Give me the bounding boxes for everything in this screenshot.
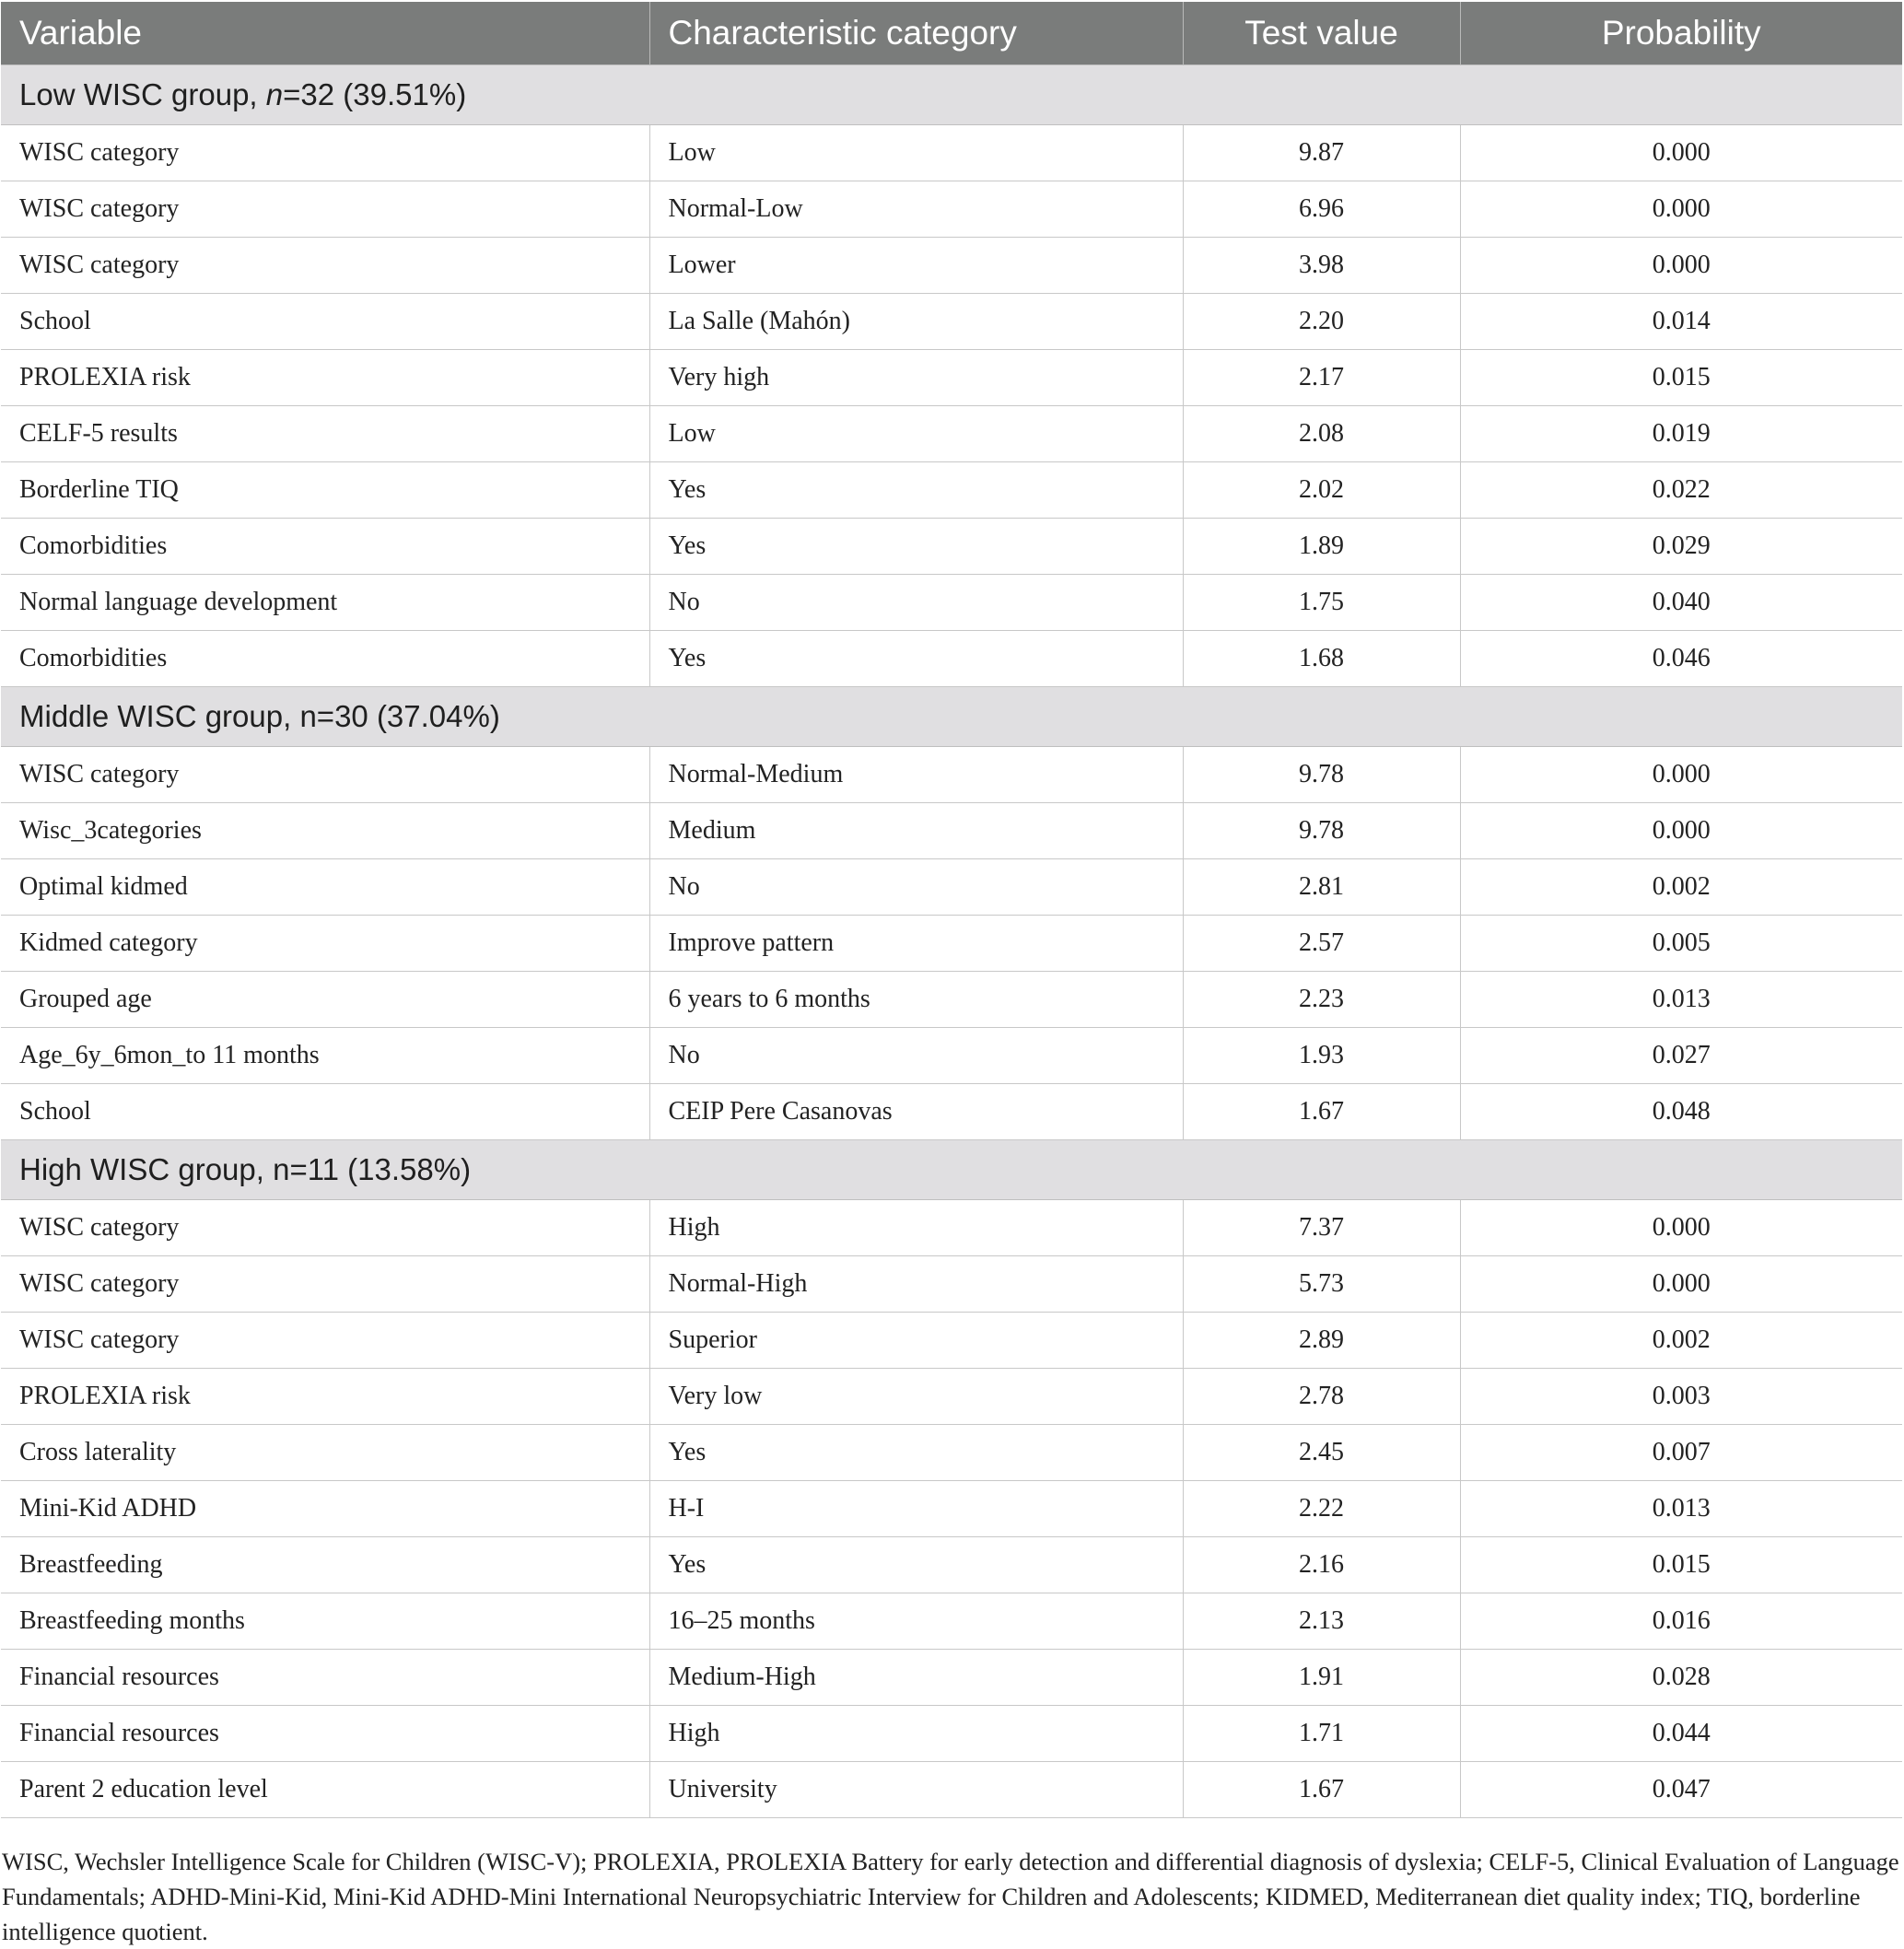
- cell-test-value: 1.91: [1183, 1650, 1460, 1706]
- cell-probability: 0.046: [1460, 631, 1902, 687]
- cell-test-value: 1.93: [1183, 1028, 1460, 1084]
- cell-variable: Comorbidities: [1, 631, 649, 687]
- cell-variable: WISC category: [1, 238, 649, 294]
- cell-category: No: [649, 859, 1183, 916]
- cell-variable: PROLEXIA risk: [1, 350, 649, 406]
- cell-variable: CELF-5 results: [1, 406, 649, 462]
- table-row: [1, 1537, 1902, 1593]
- group-header-row: [1, 687, 1902, 747]
- table-row: [1, 972, 1902, 1028]
- cell-variable: WISC category: [1, 181, 649, 238]
- header-row: [1, 2, 1902, 65]
- cell-probability: 0.016: [1460, 1593, 1902, 1650]
- cell-category: Superior: [649, 1313, 1183, 1369]
- table-row: [1, 1593, 1902, 1650]
- cell-probability: 0.040: [1460, 575, 1902, 631]
- cell-test-value: 2.13: [1183, 1593, 1460, 1650]
- table-row: [1, 406, 1902, 462]
- cell-probability: 0.000: [1460, 181, 1902, 238]
- table-header: [1, 2, 1902, 65]
- cell-variable: Age_6y_6mon_to 11 months: [1, 1028, 649, 1084]
- cell-category: Low: [649, 125, 1183, 181]
- cell-variable: Breastfeeding months: [1, 1593, 649, 1650]
- cell-test-value: 2.20: [1183, 294, 1460, 350]
- cell-category: No: [649, 1028, 1183, 1084]
- cell-test-value: 2.17: [1183, 350, 1460, 406]
- cell-variable: Optimal kidmed: [1, 859, 649, 916]
- cell-test-value: 2.22: [1183, 1481, 1460, 1537]
- cell-category: High: [649, 1200, 1183, 1256]
- cell-test-value: 1.89: [1183, 519, 1460, 575]
- cell-variable: Normal language development: [1, 575, 649, 631]
- table-row: [1, 916, 1902, 972]
- group-title: [1, 65, 1902, 125]
- table-row: [1, 1084, 1902, 1140]
- cell-variable: School: [1, 1084, 649, 1140]
- table-row: [1, 1028, 1902, 1084]
- cell-category: Yes: [649, 1537, 1183, 1593]
- group-title: [1, 687, 1902, 747]
- group-header-row: [1, 1140, 1902, 1200]
- cell-test-value: 9.87: [1183, 125, 1460, 181]
- cell-test-value: 2.78: [1183, 1369, 1460, 1425]
- cell-category: Medium: [649, 803, 1183, 859]
- cell-probability: 0.002: [1460, 1313, 1902, 1369]
- cell-probability: 0.007: [1460, 1425, 1902, 1481]
- cell-category: Yes: [649, 519, 1183, 575]
- table-row: [1, 294, 1902, 350]
- cell-variable: Wisc_3categories: [1, 803, 649, 859]
- group-title-italic: n: [265, 77, 284, 111]
- cell-variable: WISC category: [1, 1200, 649, 1256]
- cell-probability: 0.044: [1460, 1706, 1902, 1762]
- table-row: [1, 747, 1902, 803]
- cell-category: 16–25 months: [649, 1593, 1183, 1650]
- cell-test-value: 1.68: [1183, 631, 1460, 687]
- table-row: [1, 1650, 1902, 1706]
- cell-category: Medium-High: [649, 1650, 1183, 1706]
- cell-category: Very high: [649, 350, 1183, 406]
- cell-probability: 0.000: [1460, 803, 1902, 859]
- table-row: [1, 1313, 1902, 1369]
- cell-test-value: 2.23: [1183, 972, 1460, 1028]
- cell-variable: Grouped age: [1, 972, 649, 1028]
- cell-probability: 0.015: [1460, 1537, 1902, 1593]
- cell-category: Normal-Medium: [649, 747, 1183, 803]
- table-row: [1, 1425, 1902, 1481]
- cell-probability: 0.029: [1460, 519, 1902, 575]
- group-header-row: [1, 65, 1902, 125]
- table-body: [1, 65, 1902, 1818]
- cell-probability: 0.022: [1460, 462, 1902, 519]
- cell-probability: 0.048: [1460, 1084, 1902, 1140]
- cell-test-value: 2.02: [1183, 462, 1460, 519]
- cell-test-value: 6.96: [1183, 181, 1460, 238]
- cell-probability: 0.013: [1460, 1481, 1902, 1537]
- cell-category: La Salle (Mahón): [649, 294, 1183, 350]
- table-row: [1, 1762, 1902, 1818]
- group-title-text: Middle WISC group, n=30 (37.04%): [19, 699, 500, 733]
- cell-probability: 0.003: [1460, 1369, 1902, 1425]
- cell-category: High: [649, 1706, 1183, 1762]
- table-row: [1, 575, 1902, 631]
- table-row: [1, 1256, 1902, 1313]
- cell-category: Low: [649, 406, 1183, 462]
- cell-variable: PROLEXIA risk: [1, 1369, 649, 1425]
- cell-test-value: 9.78: [1183, 747, 1460, 803]
- header-test-value: Test value: [1183, 2, 1460, 65]
- table-row: [1, 631, 1902, 687]
- table-row: [1, 1369, 1902, 1425]
- cell-variable: WISC category: [1, 1313, 649, 1369]
- cell-probability: 0.027: [1460, 1028, 1902, 1084]
- cell-variable: Comorbidities: [1, 519, 649, 575]
- cell-variable: Financial resources: [1, 1650, 649, 1706]
- cell-category: 6 years to 6 months: [649, 972, 1183, 1028]
- cell-category: Yes: [649, 462, 1183, 519]
- cell-test-value: 2.81: [1183, 859, 1460, 916]
- cell-variable: School: [1, 294, 649, 350]
- cell-category: Normal-High: [649, 1256, 1183, 1313]
- table-row: [1, 462, 1902, 519]
- cell-variable: Financial resources: [1, 1706, 649, 1762]
- cell-variable: Parent 2 education level: [1, 1762, 649, 1818]
- cell-probability: 0.047: [1460, 1762, 1902, 1818]
- cell-test-value: 1.67: [1183, 1084, 1460, 1140]
- cell-test-value: 2.57: [1183, 916, 1460, 972]
- table-row: [1, 181, 1902, 238]
- cell-variable: Mini-Kid ADHD: [1, 1481, 649, 1537]
- cell-category: University: [649, 1762, 1183, 1818]
- cell-probability: 0.000: [1460, 125, 1902, 181]
- cell-probability: 0.000: [1460, 1200, 1902, 1256]
- cell-category: Lower: [649, 238, 1183, 294]
- cell-test-value: 3.98: [1183, 238, 1460, 294]
- cell-test-value: 2.45: [1183, 1425, 1460, 1481]
- cell-test-value: 2.08: [1183, 406, 1460, 462]
- group-title-text: High WISC group, n=11 (13.58%): [19, 1152, 472, 1186]
- cell-variable: WISC category: [1, 125, 649, 181]
- table-row: [1, 1200, 1902, 1256]
- cell-variable: WISC category: [1, 1256, 649, 1313]
- cell-probability: 0.000: [1460, 747, 1902, 803]
- cell-category: H-I: [649, 1481, 1183, 1537]
- cell-category: Yes: [649, 631, 1183, 687]
- cell-category: CEIP Pere Casanovas: [649, 1084, 1183, 1140]
- table-row: [1, 350, 1902, 406]
- cell-category: Improve pattern: [649, 916, 1183, 972]
- cell-test-value: 1.67: [1183, 1762, 1460, 1818]
- table-row: [1, 859, 1902, 916]
- cell-probability: 0.015: [1460, 350, 1902, 406]
- cell-category: No: [649, 575, 1183, 631]
- group-title-text: Low WISC group,: [19, 77, 266, 111]
- cell-variable: WISC category: [1, 747, 649, 803]
- cell-probability: 0.014: [1460, 294, 1902, 350]
- cell-probability: 0.028: [1460, 1650, 1902, 1706]
- cell-variable: Borderline TIQ: [1, 462, 649, 519]
- cell-category: Yes: [649, 1425, 1183, 1481]
- cell-probability: 0.002: [1460, 859, 1902, 916]
- cell-test-value: 9.78: [1183, 803, 1460, 859]
- cell-test-value: 5.73: [1183, 1256, 1460, 1313]
- cell-probability: 0.013: [1460, 972, 1902, 1028]
- cell-probability: 0.005: [1460, 916, 1902, 972]
- table-row: [1, 1706, 1902, 1762]
- cell-probability: 0.000: [1460, 1256, 1902, 1313]
- cell-test-value: 7.37: [1183, 1200, 1460, 1256]
- results-table: [1, 2, 1902, 1818]
- group-title: [1, 1140, 1902, 1200]
- cell-category: Very low: [649, 1369, 1183, 1425]
- cell-variable: Breastfeeding: [1, 1537, 649, 1593]
- header-characteristic-category: Characteristic category: [649, 2, 1183, 65]
- group-title-suffix: =32 (39.51%): [283, 77, 467, 111]
- table-row: [1, 125, 1902, 181]
- cell-test-value: 2.16: [1183, 1537, 1460, 1593]
- header-variable: Variable: [1, 2, 649, 65]
- header-probability: Probability: [1460, 2, 1902, 65]
- cell-test-value: 1.71: [1183, 1706, 1460, 1762]
- table-row: [1, 803, 1902, 859]
- cell-test-value: 1.75: [1183, 575, 1460, 631]
- table-footnote: WISC, Wechsler Intelligence Scale for Children (WISC-V); PROLEXIA, PROLEXIA Battery for early detection and differential diagnosis of dyslexia; CELF-5, Clinical Evaluation of Language Fundamentals; ADHD-Mini-Kid, Mini-Kid ADHD-Mini International Neuropsychiatric Interview for Children and Adolescents; KIDMED, Mediterranean diet quality index; TIQ, borderline intelligence quotient.: [2, 1848, 1899, 1945]
- cell-probability: 0.000: [1460, 238, 1902, 294]
- cell-variable: Kidmed category: [1, 916, 649, 972]
- table-row: [1, 238, 1902, 294]
- cell-variable: Cross laterality: [1, 1425, 649, 1481]
- cell-test-value: 2.89: [1183, 1313, 1460, 1369]
- table-row: [1, 1481, 1902, 1537]
- cell-probability: 0.019: [1460, 406, 1902, 462]
- table-row: [1, 519, 1902, 575]
- cell-category: Normal-Low: [649, 181, 1183, 238]
